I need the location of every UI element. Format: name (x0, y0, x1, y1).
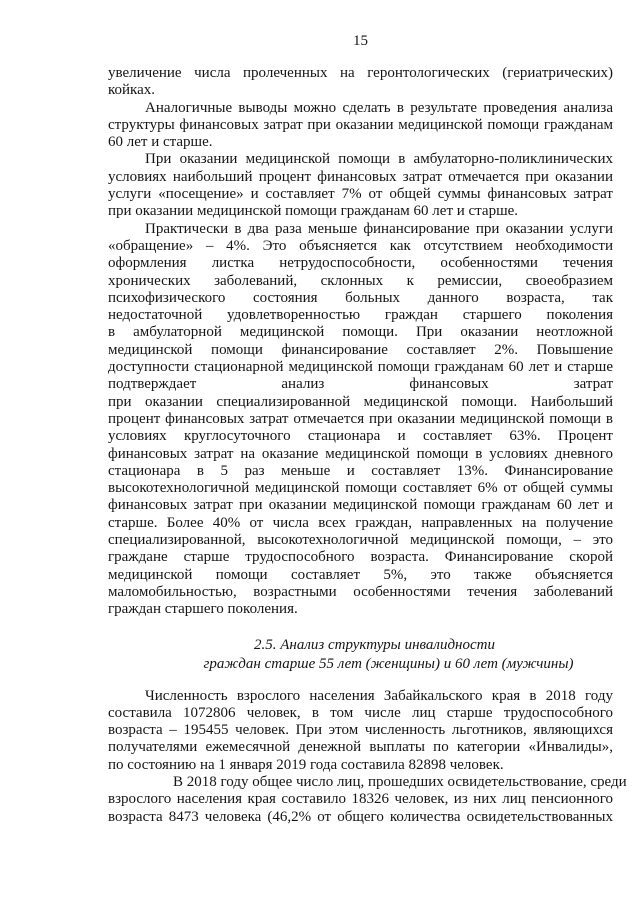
body-line: в амбулаторной медицинской помощи. При оказании неотложной (108, 324, 613, 341)
page-number: 15 (353, 33, 368, 49)
text-column (108, 65, 627, 826)
body-line: хронических заболеваний, склонных к ремиссии, своеобразием (108, 272, 613, 289)
body-line: при оказании специализированной медицинской помощи. Наибольший (108, 393, 613, 410)
body-line: Численность взрослого населения Забайкальского края в 2018 году (145, 687, 613, 704)
body-line: получателями ежемесячной денежной выплаты по категории «Инвалиды», (108, 739, 613, 756)
section-heading (108, 636, 613, 674)
paragraph (108, 773, 627, 826)
body-line: психофизического состояния больных данного возраста, так (108, 289, 613, 306)
body-line: по состоянию на 1 января 2019 года составила 82898 человек. (108, 756, 504, 773)
body-line: составила 1072806 человек, в том числе лиц старше трудоспособного (108, 704, 613, 721)
paragraph (108, 100, 613, 152)
section-heading-line: граждан старше 55 лет (женщины) и 60 лет (мужчины) (203, 655, 574, 672)
body-line: структуры финансовых затрат при оказании медицинской помощи гражданам (108, 116, 613, 133)
body-line: условиях круглосуточного стационара и составляет 63%. Процент (108, 428, 613, 445)
body-line: процент финансовых затрат отмечается при оказании медицинской помощи в (108, 410, 613, 427)
body-line: оформления листка нетрудоспособности, особенностями течения (108, 255, 613, 272)
body-line: увеличение числа пролеченных на геронтологических (гериатрических) (108, 65, 613, 81)
body-line: «обращение» – 4%. Это объясняется как отсутствием необходимости (108, 237, 613, 254)
body-line: возраста 8473 человека (46,2% от общего количества освидетельствованных (108, 808, 613, 825)
body-line: специализированной, высокотехнологичной медицинской помощи, – это (108, 532, 613, 549)
body-line: Практически в два раза меньше финансирование при оказании услуги (145, 220, 613, 237)
body-line: взрослого населения края составило 18326 человек, из них лиц пенсионного (108, 791, 613, 808)
body-line: услуги «посещение» и составляет 7% от общей суммы финансовых затрат (108, 186, 613, 203)
body-line: граждан старшего поколения. (108, 601, 298, 618)
body-line: медицинской помощи финансирование составляет 2%. Повышение (108, 341, 613, 358)
paragraph (108, 221, 613, 619)
body-line: граждане старше трудоспособного возраста. Финансирование скорой (108, 549, 613, 566)
paragraph (108, 65, 613, 100)
body-line: Аналогичные выводы можно сделать в результате проведения анализа (145, 99, 613, 116)
body-line: маломобильностью, возрастными особенностями течения заболеваний (108, 583, 613, 600)
body-line: 60 лет и старше. (108, 134, 213, 151)
body-line: финансовых затрат на оказание медицинской помощи в условиях дневного (108, 445, 613, 462)
paragraph (108, 151, 613, 220)
body-line: при оказании медицинской помощи гражданам 60 лет и старше. (108, 203, 519, 220)
body-line: высокотехнологичной медицинской помощи составляет 6% от общей суммы (108, 480, 613, 497)
body-line: финансовых затрат при оказании медицинской помощи гражданам 60 лет и (108, 497, 613, 514)
body-line: При оказании медицинской помощи в амбулаторно-поликлинических (145, 151, 613, 168)
body-line: доступности стационарной медицинской помощи гражданам 60 лет и старше (108, 359, 613, 376)
body-line: стационара в 5 раз меньше и составляет 13%. Финансирование (108, 462, 613, 479)
body-line: В 2018 году общее число лиц, прошедших освидетельствование, среди (173, 773, 627, 790)
body-line: подтверждает анализ финансовых затрат (108, 376, 613, 393)
body-line: койках. (108, 82, 156, 99)
body-line: недостаточной удовлетворенностью граждан старшего поколения (108, 307, 613, 324)
body-line: возраста – 195455 человек. При этом численность льготников, являющихся (108, 722, 613, 739)
section-heading-line: 2.5. Анализ структуры инвалидности (253, 636, 495, 653)
body-line: старше. Более 40% от числа всех граждан, направленных на получение (108, 514, 613, 531)
body-line: медицинской помощи составляет 5%, это также объясняется (108, 566, 613, 583)
paragraph (108, 688, 613, 774)
body-line: условиях наибольший процент финансовых затрат отмечается при оказании (108, 168, 613, 185)
